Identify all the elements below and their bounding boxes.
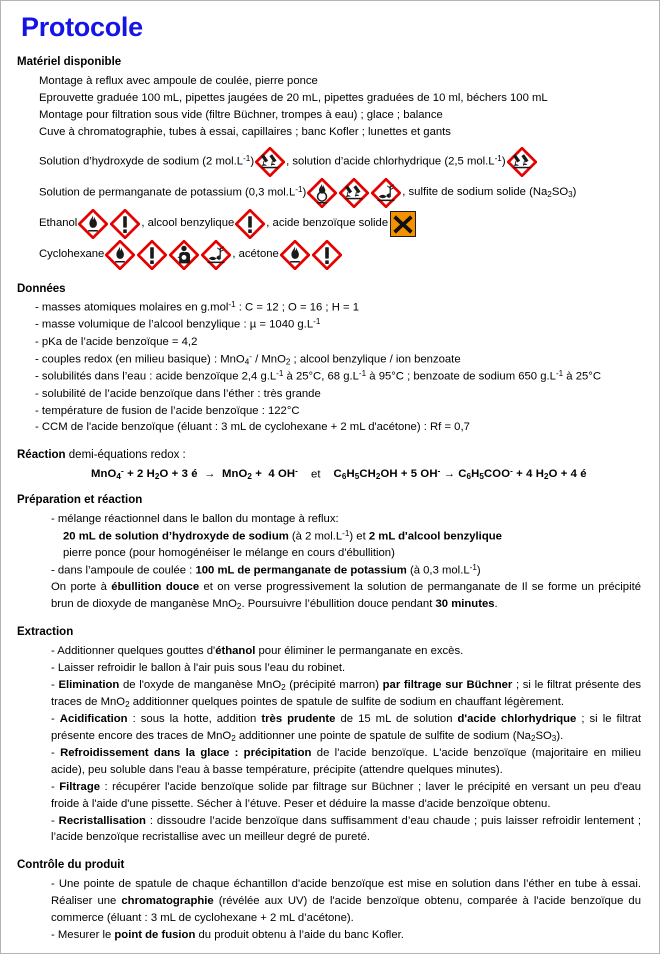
chemical-label-acide-benzoique: , acide benzoïque solide [266,217,389,230]
chemical-label-acetone: , acétone [232,248,279,261]
ghs07-exclamation-icon [312,240,342,270]
preparation-line-reactifs: 20 mL de solution d’hydroxyde de sodium (à 2 $mol.L^{-1}$) et 2 mL d'alcool benzylique [63,528,502,543]
section-preparation-reaction [15,493,647,613]
extraction-step-filtrage: - Filtrage : récupérer l'acide benzoïque solide par filtrage sur Büchner ; laver le précipité en versant un peu d'eau froide à l'aide d'une pissette. Sécher à l’étuve. Peser et déduire la masse d'acide benzoïque obtenu. [51,780,641,810]
chemical-row-ethanol-benzylique-benzoique [39,209,647,239]
ghs05-corrosion-icon [339,178,369,208]
chemical-label-ethanol: Ethanol [39,217,78,230]
chemical-label-alcool-benzylique: , alcool benzylique [141,217,235,230]
section-reaction [15,448,647,481]
donnees-item-couples-redox: - couples redox (en milieu basique) : MnO$_4$- / MnO$_2$ ; alcool benzylique / ion benzoate [35,351,461,367]
section-controle-produit [15,858,647,943]
materiel-item: Montage pour filtration sous vide (filtre Büchner, trompes à eau) ; glace ; balance [39,108,443,121]
materiel-item: Cuve à chromatographie, tubes à essai, capillaires ; banc Kofler ; lunettes et gants [39,125,451,138]
donnees-item-solubilite-ether: - solubilité de l’acide benzoïque dans l’éther : très grande [35,387,321,400]
chemical-label-cyclohexane: Cyclohexane [39,248,105,261]
ghs09-environment-icon [201,240,231,270]
equation-connector: et [301,468,331,481]
preparation-line-ebullition: On porte à ébullition douce et on verse progressivement la solution de permanganate de Il se forme un précipité brun de dioxyde de manganèse MnO$_2$. Poursuivre l’ébullition douce pendant 30 minutes. [51,581,641,612]
donnees-item-ccm: - CCM de l'acide benzoïque (éluant : 3 mL de cyclohexane + 2 mL d'acétone) : Rf = 0,7 [35,421,470,434]
ghs03-oxidizer-icon [307,178,337,208]
chemical-row-permanganate-sulfite [39,178,647,208]
section-materiel-disponible [15,55,647,269]
chemical-label-na2so3: , sulfite de sodium solide $(Na_2SO_3)$ [402,186,577,199]
extraction-step-ethanol: - Additionner quelques gouttes d'éthanol pour éliminer le permanganate en excès. [51,644,464,657]
extraction-step-acidification: - Acidification : sous la hotte, addition très prudente de 15 mL de solution d'acide chlorhydrique ; si le filtrat présente encore des traces de MnO$_2$ additionner une pointe de spatule de sulfite de sodium $(Na_2SO_3)$. [51,712,642,743]
chemical-label-naoh: Solution d’hydroxyde de sodium (2 $mol.L^{-1}$) [39,153,255,168]
section-heading-reaction: Réaction demi-équations redox : [17,449,186,462]
chemical-row-cyclohexane-acetone [39,240,647,270]
materiel-item: Montage à reflux avec ampoule de coulée, pierre ponce [39,74,318,87]
section-heading-controle: Contrôle du produit [17,859,125,872]
extraction-step-refroidissement-glace: - Refroidissement dans la glace : précipitation de l'acide benzoïque. L'acide benzoïque (majoritaire en milieu acide), peu soluble dans l'eau à basse température, précipite (attendre quelques minutes). [51,746,641,776]
donnees-item-solubilites: - solubilités dans l’eau : acide benzoïque 2,4 $g.L^{-1}$ à 25°C, 68 $g.L^{-1}$ à 95°C ; benzoate de sodium 650 $g.L^{-1}$ à 25°C [35,369,601,383]
extraction-step-recristallisation: - Recristallisation : dissoudre l’acide benzoïque dans suffisamment d’eau chaude ; puis laisser refroidir lentement ; l’acide benzoïque recristallise avec un meilleur degré de pureté. [51,814,641,844]
donnees-item-masse-volumique: - masse volumique de l’alcool benzylique : µ = 1040 $g.L^{-1}$ [35,317,321,331]
extraction-step-refroidir: - Laisser refroidir le ballon à l'air puis sous l’eau du robinet. [51,661,346,674]
controle-step-point-fusion: - Mesurer le point de fusion du produit obtenu à l’aide du banc Kofler. [51,928,404,941]
ghs07-exclamation-icon [235,209,265,239]
section-heading-extraction: Extraction [17,626,74,639]
section-donnees [15,282,647,437]
chemical-label-kmno4: Solution de permanganate de potassium (0,3 $mol.L^{-1}$) [39,184,307,199]
ghs02-flammable-icon [78,209,108,239]
ghs05-corrosion-icon [507,147,537,177]
ghs07-exclamation-icon [110,209,140,239]
half-equation-1: MnO$_4$- + 2 $H_2O + 3$ é → MnO$_2$ + 4 OH- [91,466,298,482]
controle-step-chromatographie: - Une pointe de spatule de chaque échantillon d'acide benzoïque est mise en solution dans l’éther en tube à essai. Réaliser une chromatographie (révélée aux UV) de l'acide benzoïque obtenu, comparée à l'acide benzoïque du commerce (éluant : 3 mL de cyclohexane + 2 mL d’acétone). [51,877,641,924]
donnees-item-masses-molaires: - masses atomiques molaires en g.mol$^{-1}$ : C = 12 ; O = 16 ; H = 1 [35,300,360,314]
donnees-item-pka: - pKa de l’acide benzoïque = 4,2 [35,335,198,348]
section-extraction [15,625,647,846]
donnees-item-temperature-fusion: - température de fusion de l’acide benzoïque : 122°C [35,404,300,417]
half-equation-2: $C_6H_5CH_2OH + 5$ $OH^- \to C_6H_5COO^- + 4$ $H_2O + 4$ é [333,466,587,482]
preparation-line-ampoule: - dans l’ampoule de coulée : 100 mL de permanganate de potassium (à 0,3 $mol.L^{-1}$) [51,562,481,577]
ghs09-environment-icon [371,178,401,208]
chemical-label-hcl: , solution d’acide chlorhydrique (2,5 $mol.L^{-1}$) [286,153,506,168]
materiel-item: Eprouvette graduée 100 mL, pipettes jaugées de 20 mL, pipettes graduées de 10 ml, béchers 100 mL [39,91,548,104]
section-heading-preparation: Préparation et réaction [17,494,143,507]
section-heading-materiel: Matériel disponible [17,56,122,69]
ghs02-flammable-icon [280,240,310,270]
page-title: Protocole [21,12,143,42]
section-heading-donnees: Données [17,282,66,295]
extraction-step-elimination: - Elimination de l'oxyde de manganèse MnO$_2$ (précipité marron) par filtrage sur Büchner ; si le filtrat présente des traces de MnO$_2$ additionner quelques pointes de spatule de sulfite de sodium en chauffant légèrement. [51,678,642,709]
ghs07-exclamation-icon [137,240,167,270]
ghs02-flammable-icon [105,240,135,270]
redox-half-equations [91,467,647,481]
preparation-line-pierre-ponce: pierre ponce (pour homogénéiser le mélange en cours d'ébullition) [63,546,395,559]
preparation-line-melange: - mélange réactionnel dans le ballon du montage à reflux: [51,512,339,525]
ghs08-health-hazard-icon [169,240,199,270]
xn-harmful-orange-icon [390,211,416,237]
chemical-row-hydroxyde-chlorhydrique [39,147,647,177]
ghs05-corrosion-icon [255,147,285,177]
